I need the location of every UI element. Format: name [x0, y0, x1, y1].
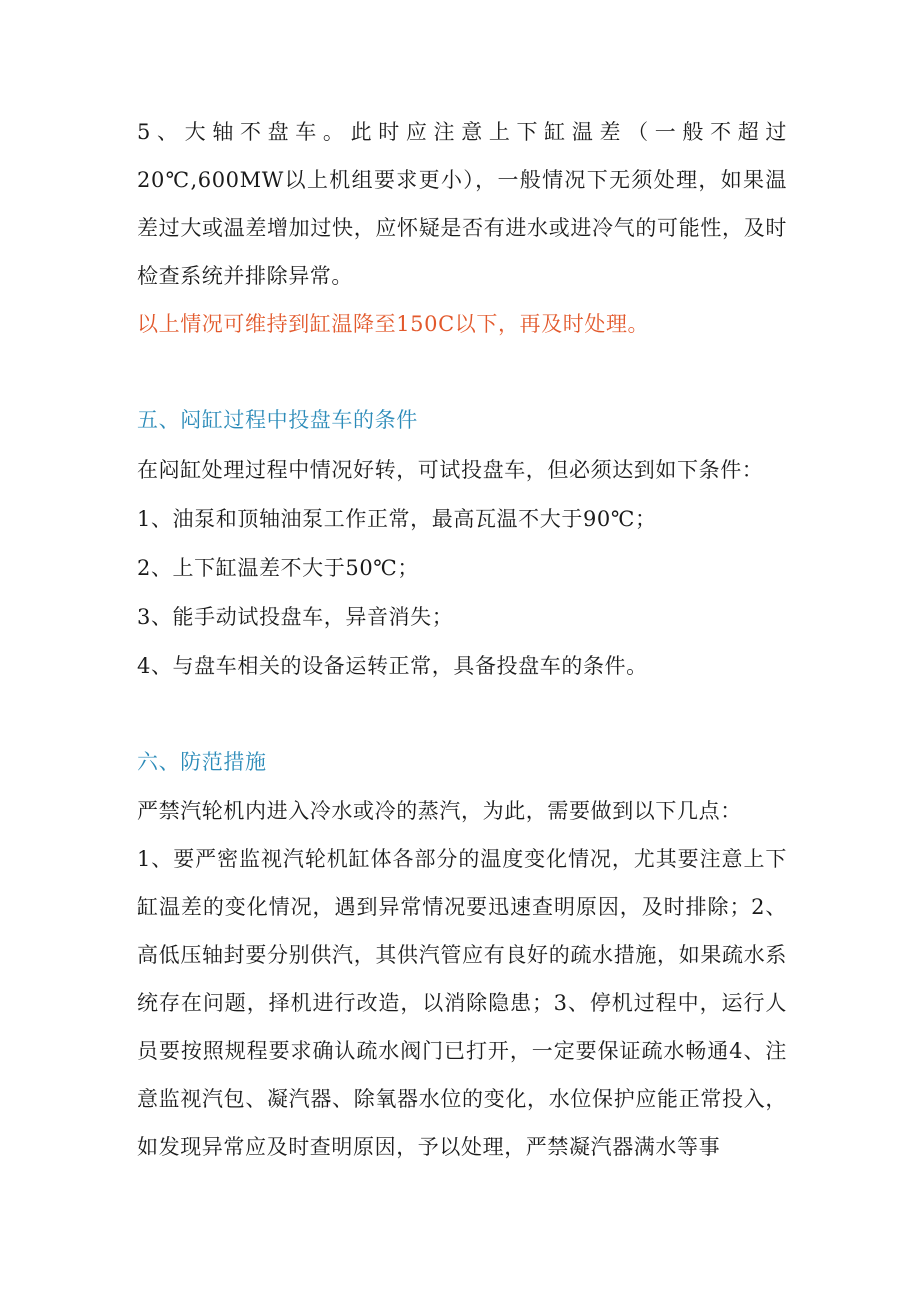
section-heading-5: 五、闷缸过程中投盘车的条件 [137, 408, 418, 432]
condition-item-1: 1、油泵和顶轴油泵工作正常，最高瓦温不大于90℃； [137, 507, 657, 531]
highlighted-note: 以上情况可维持到缸温降至150C以下，再及时处理。 [137, 312, 650, 336]
condition-item-2: 2、上下缸温差不大于50℃； [137, 556, 419, 580]
condition-item-4: 4、与盘车相关的设备运转正常，具备投盘车的条件。 [137, 654, 648, 678]
paragraph-item-5: 5、大轴不盘车。此时应注意上下缸温差（一般不超过20℃,600MW以上机组要求更小），一般情况下无须处理，如果温差过大或温差增加过快，应怀疑是否有进水或进冷气的可能性，及时检查系统并排除异常。 [137, 120, 787, 288]
section-6-body: 1、要严密监视汽轮机缸体各部分的温度变化情况，尤其要注意上下缸温差的变化情况，遇到异常情况要迅速查明原因，及时排除；2、高低压轴封要分别供汽，其供汽管应有良好的疏水措施，如果疏水系统存在问题，择机进行改造，以消除隐患；3、停机过程中，运行人员要按照规程要求确认疏水阀门已打开，一定要保证疏水畅通4、注意监视汽包、凝汽器、除氧器水位的变化，水位保护应能正常投入，如发现异常应及时查明原因，予以处理，严禁凝汽器满水等事 [137, 847, 787, 1159]
section-5-intro: 在闷缸处理过程中情况好转，可试投盘车，但必须达到如下条件： [137, 458, 764, 482]
condition-item-3: 3、能手动试投盘车，异音消失； [137, 605, 454, 629]
section-heading-6: 六、防范措施 [137, 750, 267, 774]
section-6-intro: 严禁汽轮机内进入冷水或冷的蒸汽，为此，需要做到以下几点： [137, 799, 742, 823]
